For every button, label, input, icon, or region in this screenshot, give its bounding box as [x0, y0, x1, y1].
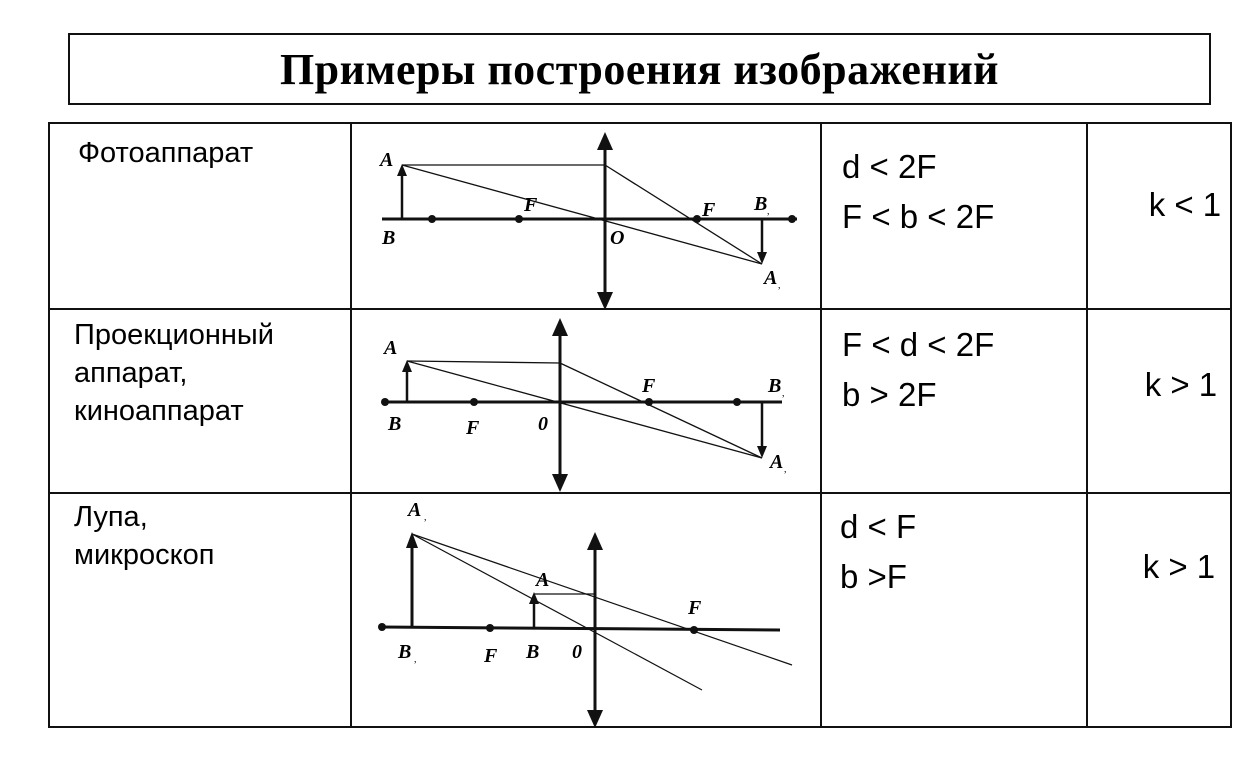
- condition-line: b >F: [840, 558, 907, 595]
- label-o: 0: [538, 413, 548, 435]
- label-a1: A: [764, 267, 778, 289]
- label-b1: B: [398, 641, 412, 663]
- ray-extension-1: [412, 534, 792, 665]
- device-name-line: киноаппарат: [74, 395, 244, 427]
- page-title: Примеры построения изображений: [279, 44, 1000, 94]
- device-cell-magnifier: [74, 498, 214, 574]
- magnification-value: k < 1: [1148, 186, 1222, 223]
- label-f-right: F: [642, 375, 656, 397]
- focus-point-f-left: [486, 624, 494, 632]
- label-b1-sub: ,: [414, 654, 417, 665]
- focus-point-2f-left: [428, 215, 436, 223]
- label-a1-sub: ,: [778, 280, 781, 291]
- focus-point-2f-left: [381, 398, 389, 406]
- conditions-projector: [842, 320, 994, 420]
- label-a: A: [380, 149, 394, 171]
- label-b: B: [388, 413, 402, 435]
- device-name-line: Лупа,: [74, 501, 148, 533]
- point-b1: [378, 623, 386, 631]
- label-b1: B: [768, 375, 782, 397]
- examples-table: [48, 122, 1232, 728]
- label-o: 0: [572, 641, 582, 663]
- column-divider-3: [1086, 124, 1088, 726]
- device-cell-projector: [74, 316, 274, 430]
- label-f-left: F: [466, 417, 480, 439]
- focus-point-f-left: [470, 398, 478, 406]
- conditions-magnifier: [840, 502, 916, 602]
- device-name-line: Проекционный: [74, 319, 274, 351]
- ray-central: [407, 361, 762, 458]
- lens-arrow-bottom: [552, 474, 568, 492]
- label-a1-sub: ,: [784, 464, 787, 475]
- label-f-right: F: [688, 597, 702, 619]
- lens-arrow-top: [587, 532, 603, 550]
- label-o: O: [610, 227, 625, 249]
- label-b: B: [382, 227, 396, 249]
- condition-line: b > 2F: [842, 376, 937, 413]
- ray-diagram-magnifier: [352, 494, 820, 726]
- conditions-camera: [842, 142, 994, 242]
- focus-point-f-left: [515, 215, 523, 223]
- ray-diagram-camera: [352, 124, 820, 308]
- focus-point-2f-right: [788, 215, 796, 223]
- label-b: B: [526, 641, 540, 663]
- magnification-magnifier: [1106, 510, 1215, 624]
- condition-line: F < b < 2F: [842, 198, 995, 235]
- label-b1-sub: ,: [782, 388, 785, 399]
- magnification-projector: [1108, 328, 1217, 442]
- label-a1: A: [770, 451, 784, 473]
- device-name-line: аппарат,: [74, 357, 188, 389]
- title-box: [68, 33, 1211, 105]
- condition-line: F < d < 2F: [842, 326, 995, 363]
- magnification-value: k > 1: [1144, 366, 1218, 403]
- label-a: A: [384, 337, 398, 359]
- ray-diagram-projector: [352, 310, 820, 492]
- label-b1: B: [754, 193, 768, 215]
- lens-arrow-top: [597, 132, 613, 150]
- condition-line: d < F: [840, 508, 917, 545]
- magnification-camera: [1112, 148, 1221, 262]
- lens-arrow-bottom: [587, 710, 603, 728]
- lens-arrow-top: [552, 318, 568, 336]
- label-b1-sub: ,: [767, 206, 770, 217]
- condition-line: d < 2F: [842, 148, 937, 185]
- column-divider-2: [820, 124, 822, 726]
- ray-refracted: [605, 165, 762, 264]
- optical-axis: [380, 627, 780, 630]
- label-a1-sub: ,: [424, 512, 427, 523]
- device-name-line: микроскоп: [74, 539, 215, 571]
- device-name: Фотоаппарат: [78, 137, 254, 169]
- lens-arrow-bottom: [597, 292, 613, 310]
- ray-extension-2: [412, 534, 702, 690]
- device-cell-camera: [78, 134, 253, 172]
- magnification-value: k > 1: [1142, 548, 1216, 585]
- label-f-left: F: [524, 194, 538, 216]
- label-f-left: F: [484, 645, 498, 667]
- label-a: A: [536, 569, 550, 591]
- ray-parallel: [407, 361, 560, 363]
- label-f-right: F: [702, 199, 716, 221]
- focus-point-2f-right: [733, 398, 741, 406]
- label-a1: A: [408, 499, 422, 521]
